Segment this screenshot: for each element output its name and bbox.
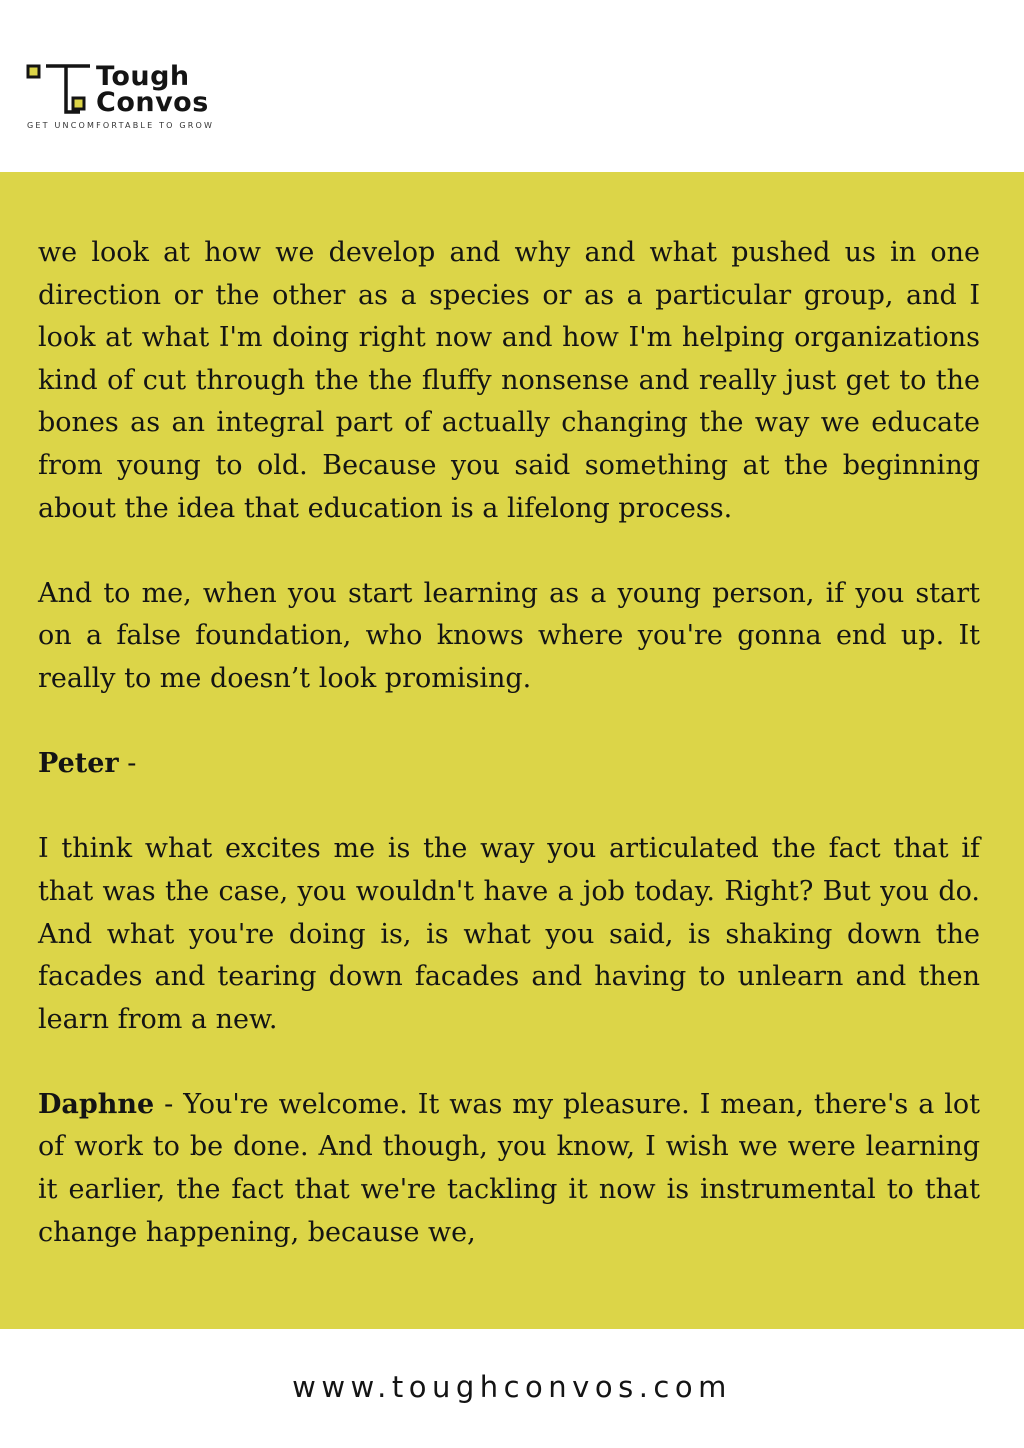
page-header xyxy=(0,0,1024,172)
tough-convos-logo xyxy=(26,60,246,135)
transcript-paragraph: And to me, when you start learning as a young person, if you start on a false foundation, who knows where you're gonna end up. It really to me doesn’t look promising. xyxy=(38,577,980,694)
speaker-text-daphne: - You're welcome. It was my pleasure. I mean, there's a lot of work to be done. And though, you know, I wish we were learning it earlier, the fact that we're tackling it now is instrumental to that change happening, because we, xyxy=(38,1088,980,1248)
speaker-name-daphne: Daphne xyxy=(38,1088,155,1120)
transcript-paragraph: we look at how we develop and why and what pushed us in one direction or the other as a species or as a particular group, and I look at what I'm doing right now and how I'm helping organizations kind of cut through the the fluffy nonsense and really just get to the bones as an integral part of actually changing the way we educate from young to old. Because you said something at the beginning about the idea that education is a lifelong process. xyxy=(38,237,980,524)
speaker-line-daphne xyxy=(38,1084,980,1254)
transcript-paragraph: I think what excites me is the way you articulated the fact that if that was the case, you wouldn't have a job today. Right? But you do. And what you're doing is, is what you said, is shaking down the facades and tearing down facades and having to unlearn and then learn from a new. xyxy=(38,833,980,1035)
logo-word-convos: Convos xyxy=(96,87,209,118)
logo-tagline: GET UNCOMFORTABLE TO GROW xyxy=(27,121,215,130)
transcript-body xyxy=(38,232,980,1254)
speaker-separator: - xyxy=(118,748,137,780)
speaker-line-peter xyxy=(38,743,980,786)
footer-website-url: www.toughconvos.com xyxy=(292,1370,732,1404)
speaker-name-peter: Peter xyxy=(38,748,119,780)
tc-logo-mark-icon xyxy=(26,60,98,116)
logo-word-tough: Tough xyxy=(96,61,190,92)
